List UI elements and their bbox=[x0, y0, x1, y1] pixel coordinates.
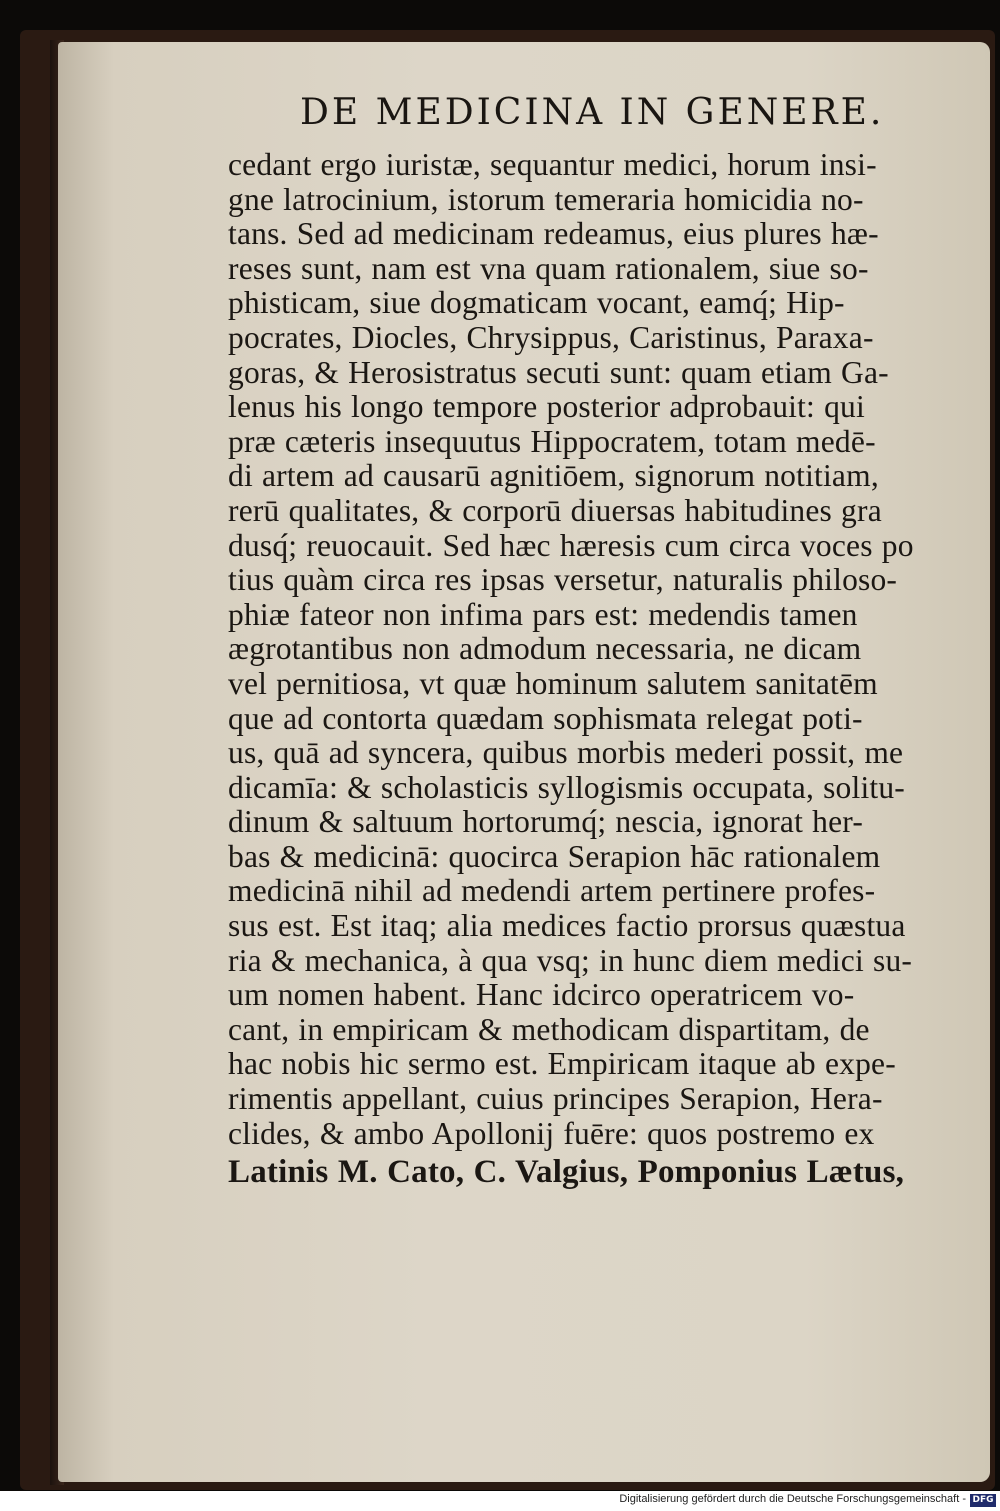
text-line: bas & medicinā: quocirca Serapion hāc rationalem bbox=[228, 838, 881, 874]
body-text bbox=[228, 148, 938, 1190]
text-line: gne latrocinium, istorum temeraria homicidia no- bbox=[228, 181, 864, 217]
text-line: us, quā ad syncera, quibus morbis mederi possit, me bbox=[228, 735, 904, 771]
text-line: clides, & ambo Apollonij fuēre: quos postremo ex bbox=[228, 1115, 875, 1151]
text-line: phisticam, siue dogmaticam vocant, eamq́; Hip- bbox=[228, 285, 845, 321]
text-line: rimentis appellant, cuius principes Serapion, Hera- bbox=[228, 1081, 883, 1117]
text-line: que ad contorta quædam sophismata relegat poti- bbox=[228, 700, 863, 736]
text-line: reses sunt, nam est vna quam rationalem, siue so- bbox=[228, 250, 869, 286]
text-line: pocrates, Diocles, Chrysippus, Caristinus, Paraxa- bbox=[228, 319, 874, 355]
text-line: sus est. Est itaq; alia medices factio prorsus quæstua bbox=[228, 908, 906, 944]
text-line: rerū qualitates, & corporū diuersas habitudines gra bbox=[228, 492, 882, 528]
text-line: goras, & Herosistratus secuti sunt: quam etiam Ga- bbox=[228, 354, 889, 390]
text-line: ægrotantibus non admodum necessaria, ne dicam bbox=[228, 631, 862, 667]
text-line: præ cæteris insequutus Hippocratem, totam medē- bbox=[228, 423, 876, 459]
text-line: um nomen habent. Hanc idcirco operatricem vo- bbox=[228, 977, 855, 1013]
text-line: ria & mechanica, à qua vsq; in hunc diem medici su- bbox=[228, 942, 913, 978]
text-line: dinum & saltuum hortorumq́; nescia, ignorat her- bbox=[228, 804, 864, 840]
funding-credit: Digitalisierung gefördert durch die Deutsche Forschungsgemeinschaft - bbox=[619, 1493, 966, 1505]
footer-bar bbox=[0, 1491, 1000, 1511]
text-line: hac nobis hic sermo est. Empiricam itaque ab expe- bbox=[228, 1046, 896, 1082]
running-header: DE MEDICINA IN GENERE. bbox=[300, 92, 885, 133]
text-line: dicamīa: & scholasticis syllogismis occupata, solitu- bbox=[228, 769, 905, 805]
text-line: cant, in empiricam & methodicam dispartitam, de bbox=[228, 1011, 870, 1047]
text-line: lenus his longo tempore posterior adprobauit: qui bbox=[228, 389, 865, 425]
text-line: tans. Sed ad medicinam redeamus, eius plures hæ- bbox=[228, 216, 879, 252]
text-line: dusq́; reuocauit. Sed hæc hæresis cum circa voces po bbox=[228, 527, 914, 563]
text-line: phiæ fateor non infima pars est: medendis tamen bbox=[228, 596, 858, 632]
dfg-logo: DFG bbox=[970, 1494, 996, 1507]
text-line: medicinā nihil ad medendi artem pertinere profes- bbox=[228, 873, 876, 909]
text-line: di artem ad causarū agnitiōem, signorum notitiam, bbox=[228, 458, 879, 494]
text-line: tius quàm circa res ipsas versetur, naturalis philoso- bbox=[228, 562, 898, 598]
text-line: vel pernitiosa, vt quæ hominum salutem sanitatēm bbox=[228, 665, 878, 701]
text-line: cedant ergo iuristæ, sequantur medici, horum insi- bbox=[228, 147, 877, 182]
text-line: Latinis M. Cato, C. Valgius, Pomponius Lætus, bbox=[228, 1154, 905, 1191]
